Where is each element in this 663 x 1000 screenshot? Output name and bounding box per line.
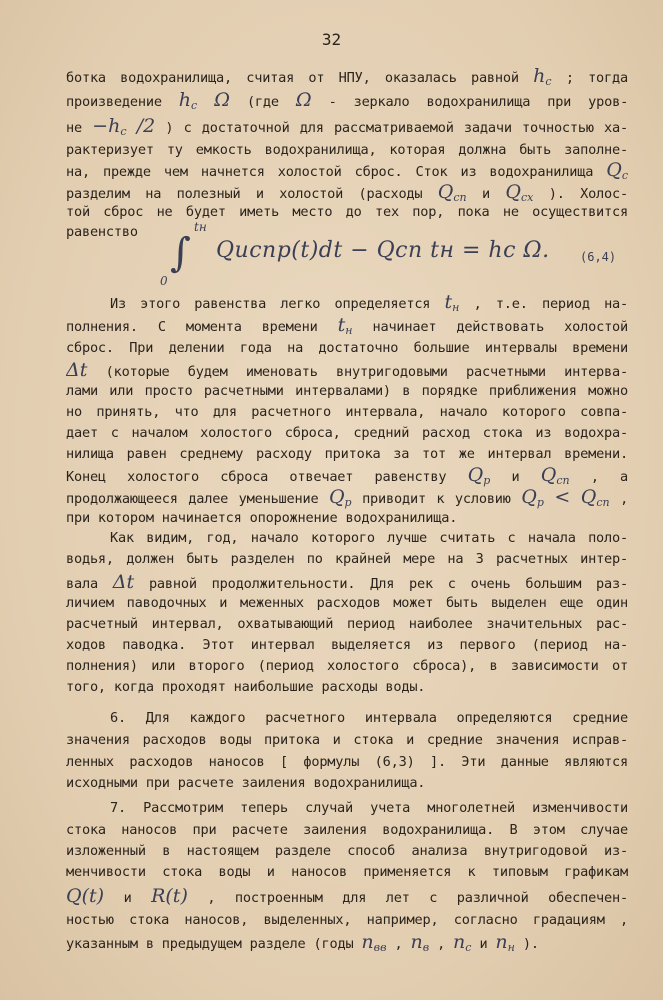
handwritten-symbol: Δt (66, 360, 88, 381)
text-line (66, 66, 628, 92)
handwritten-subscript: н (345, 324, 353, 337)
typed-text: вала (66, 576, 98, 592)
typed-text: , (437, 936, 446, 952)
typed-text: ходов паводка. Этот интервал выделяется из первого (период на- (66, 637, 628, 653)
handwritten-subscript: с (465, 941, 472, 954)
typed-text: равенство (66, 224, 138, 240)
handwritten-symbol: R(t) (151, 886, 188, 907)
handwritten-subscript: н (507, 941, 515, 954)
handwritten-symbol: h (533, 66, 546, 87)
typed-text: равной продолжительности. Для рек с очень большим раз- (148, 576, 628, 592)
typed-text: той сброс не будет иметь место до тех пор, пока не осуществится (66, 204, 628, 220)
handwritten-symbol: t (337, 315, 346, 336)
handwritten-symbol: n (453, 932, 466, 953)
text-line (66, 508, 628, 528)
text-line (66, 549, 628, 569)
typed-text: разделим на полезный и холостой (расходы (66, 186, 423, 202)
typed-text: водья, должен быть разделен по крайней мере на 3 расчетных интер- (66, 551, 628, 567)
typed-text: значения расходов воды притока и стока и средние значения исправ- (66, 732, 628, 748)
typed-text: при котором начинается опорожнение водохранилища. (66, 510, 458, 526)
handwritten-subscript: сп (453, 191, 467, 204)
handwritten-symbol: t (444, 292, 453, 313)
typed-text: того, когда проходят наибольшие расходы воды. (66, 679, 426, 695)
equation-number: (6,4) (580, 250, 617, 264)
typed-text: (где (246, 94, 279, 110)
typed-text: ). Холос- (548, 186, 628, 202)
typed-text: нилища равен среднему расходу притока за тот же интервал времени. (66, 446, 628, 462)
typed-text: сброс. При делении года на достаточно большие интервалы времени (66, 340, 628, 356)
typed-text: , а (590, 469, 628, 485)
handwritten-subscript: р (344, 496, 352, 509)
handwritten-subscript: сп (596, 496, 610, 509)
handwritten-subscript: c (621, 169, 628, 182)
typed-text: ) с достаточной для рассматриваемой задачи точностью ха- (165, 120, 628, 136)
text-line (66, 381, 628, 401)
text-line (66, 886, 628, 908)
typed-text: и (479, 936, 488, 952)
text-line (66, 910, 628, 930)
typed-text: указанным в предыдущем разделе (годы (66, 936, 354, 952)
typed-text: - зеркало водохранилища при уров- (328, 94, 628, 110)
handwritten-symbol: Q (580, 487, 597, 508)
typed-text: и (123, 890, 132, 906)
handwritten-subscript: в (422, 941, 430, 954)
typed-text: произведение (66, 94, 162, 110)
typed-text: ; тогда (565, 70, 628, 86)
handwritten-symbol: n (361, 932, 374, 953)
text-line (66, 338, 628, 358)
handwritten-symbol: Δt (112, 572, 135, 593)
text-line (66, 677, 628, 697)
text-line (66, 202, 628, 222)
typed-text: Конец холостого сброса отвечает равенству (66, 469, 447, 485)
typed-text: ностью стока наносов, выделенных, например, согласно градациям , (66, 912, 628, 928)
text-line (66, 444, 628, 464)
text-line (66, 90, 628, 116)
handwritten-symbol: Q (606, 160, 622, 181)
handwritten-symbol: Q (521, 487, 537, 508)
handwritten-subscript: вв (373, 941, 387, 954)
typed-text: лами или просто расчетными интервалами) в порядке приближения можно (66, 383, 628, 399)
typed-text: , (394, 936, 403, 952)
handwritten-symbol: Ω (295, 90, 312, 111)
handwritten-symbol: n (495, 932, 508, 953)
typed-text: полнения) или второго (период холостого сброса), в зависимости от (66, 658, 628, 674)
typed-text: Из этого равенства легко определяется (110, 296, 431, 312)
text-line (66, 635, 628, 655)
typed-text: ленных расходов наносов [ формулы (6,3) ]. Эти данные являются (66, 754, 628, 770)
text-line (66, 656, 628, 676)
text-line (66, 360, 628, 382)
handwritten-symbol: Q (328, 487, 345, 508)
handwritten-symbol: /2 (136, 116, 156, 137)
typed-text: стока наносов при расчете заиления водохранилища. В этом случае (66, 822, 628, 838)
text-line (66, 798, 628, 818)
text-line (66, 528, 628, 548)
typed-text: ). (522, 936, 539, 952)
text-line (66, 708, 628, 728)
handwritten-subscript: сх (520, 191, 534, 204)
typed-text: менчивости стока воды и наносов применяется к типовым графикам (66, 864, 628, 880)
integral-sign: ∫ (170, 230, 191, 276)
text-line (66, 773, 628, 793)
typed-text: приводит к условию (362, 491, 511, 507)
handwritten-symbol: Q (505, 182, 521, 203)
text-line (66, 932, 628, 958)
text-line (66, 140, 628, 160)
text-line (66, 730, 628, 750)
handwritten-symbol: Q (540, 465, 557, 486)
handwritten-subscript: н (452, 301, 460, 314)
typed-text: полнения. С момента времени (66, 319, 318, 335)
typed-text: , (620, 491, 628, 507)
typed-text: 7. Рассмотрим теперь случай учета многолетней изменчивости (110, 800, 628, 816)
text-line (66, 593, 628, 613)
typed-text: расчетный интервал, охватывающий период наиболее значительных рас- (66, 616, 628, 632)
integral-upper-limit: tн (194, 220, 207, 234)
typed-text: на, прежде чем начнется холостой сброс. Сток из водохранилища (66, 164, 594, 180)
typed-text: 6. Для каждого расчетного интервала определяются средние (110, 710, 628, 726)
text-line (66, 862, 628, 882)
typed-text: изложенный в настоящем разделе способ анализа внутригодовой из- (66, 843, 628, 859)
integral-lower-limit: 0 (160, 274, 168, 288)
handwritten-symbol: < (554, 487, 571, 508)
equation-6-4 (140, 220, 630, 288)
text-line (66, 572, 628, 594)
typed-text: начинает действовать холостой (372, 319, 628, 335)
text-line (66, 752, 628, 772)
typed-text: исходными при расчете заиления водохранилища. (66, 775, 426, 791)
handwritten-symbol: n (410, 932, 423, 953)
typed-text: Как видим, год, начало которого лучше считать с начала поло- (110, 530, 628, 546)
typed-text: личием паводочных и меженных расходов может быть выделен еще один (66, 595, 628, 611)
handwritten-subscript: c (545, 75, 552, 88)
typed-text: и (482, 186, 490, 202)
text-line (66, 614, 628, 634)
handwritten-symbol: Q (467, 465, 484, 486)
typed-text: продолжающееся далее уменьшение (66, 491, 319, 507)
handwritten-symbol: −h (92, 116, 121, 137)
typed-text: не (66, 120, 82, 136)
page-number: 32 (321, 30, 342, 49)
text-line (66, 402, 628, 422)
handwritten-subscript: р (483, 474, 491, 487)
text-line (66, 116, 628, 142)
handwritten-symbol: Ω (214, 90, 230, 111)
text-line (66, 423, 628, 443)
handwritten-subscript: c (191, 99, 198, 112)
typed-text: , построенным для лет с различной обеспечен- (207, 890, 628, 906)
handwritten-symbol: Q(t) (66, 886, 105, 907)
typed-text: ботка водохранилища, считая от НПУ, оказалась равной (66, 70, 519, 86)
typed-text: , т.е. период на- (473, 296, 628, 312)
text-line (66, 820, 628, 840)
typed-text: и (511, 469, 520, 485)
handwritten-subscript: c (120, 125, 127, 138)
handwritten-subscript: сп (556, 474, 570, 487)
typed-text: но принять, что для расчетного интервала, начало которого совпа- (66, 404, 628, 420)
handwritten-subscript: р (536, 496, 544, 509)
typed-text: рактеризует ту емкость водохранилища, которая должна быть заполне- (66, 142, 628, 158)
typed-text: (которые будем именовать внутригодовыми расчетными интерва- (105, 364, 628, 380)
handwritten-symbol: h (178, 90, 192, 111)
equation-body: Qиспр(t)dt − Qсп tн = hс Ω. (216, 238, 550, 263)
handwritten-symbol: Q (437, 182, 454, 203)
typed-text: дает с началом холостого сброса, средний расход стока из водохра- (66, 425, 628, 441)
text-line (66, 841, 628, 861)
